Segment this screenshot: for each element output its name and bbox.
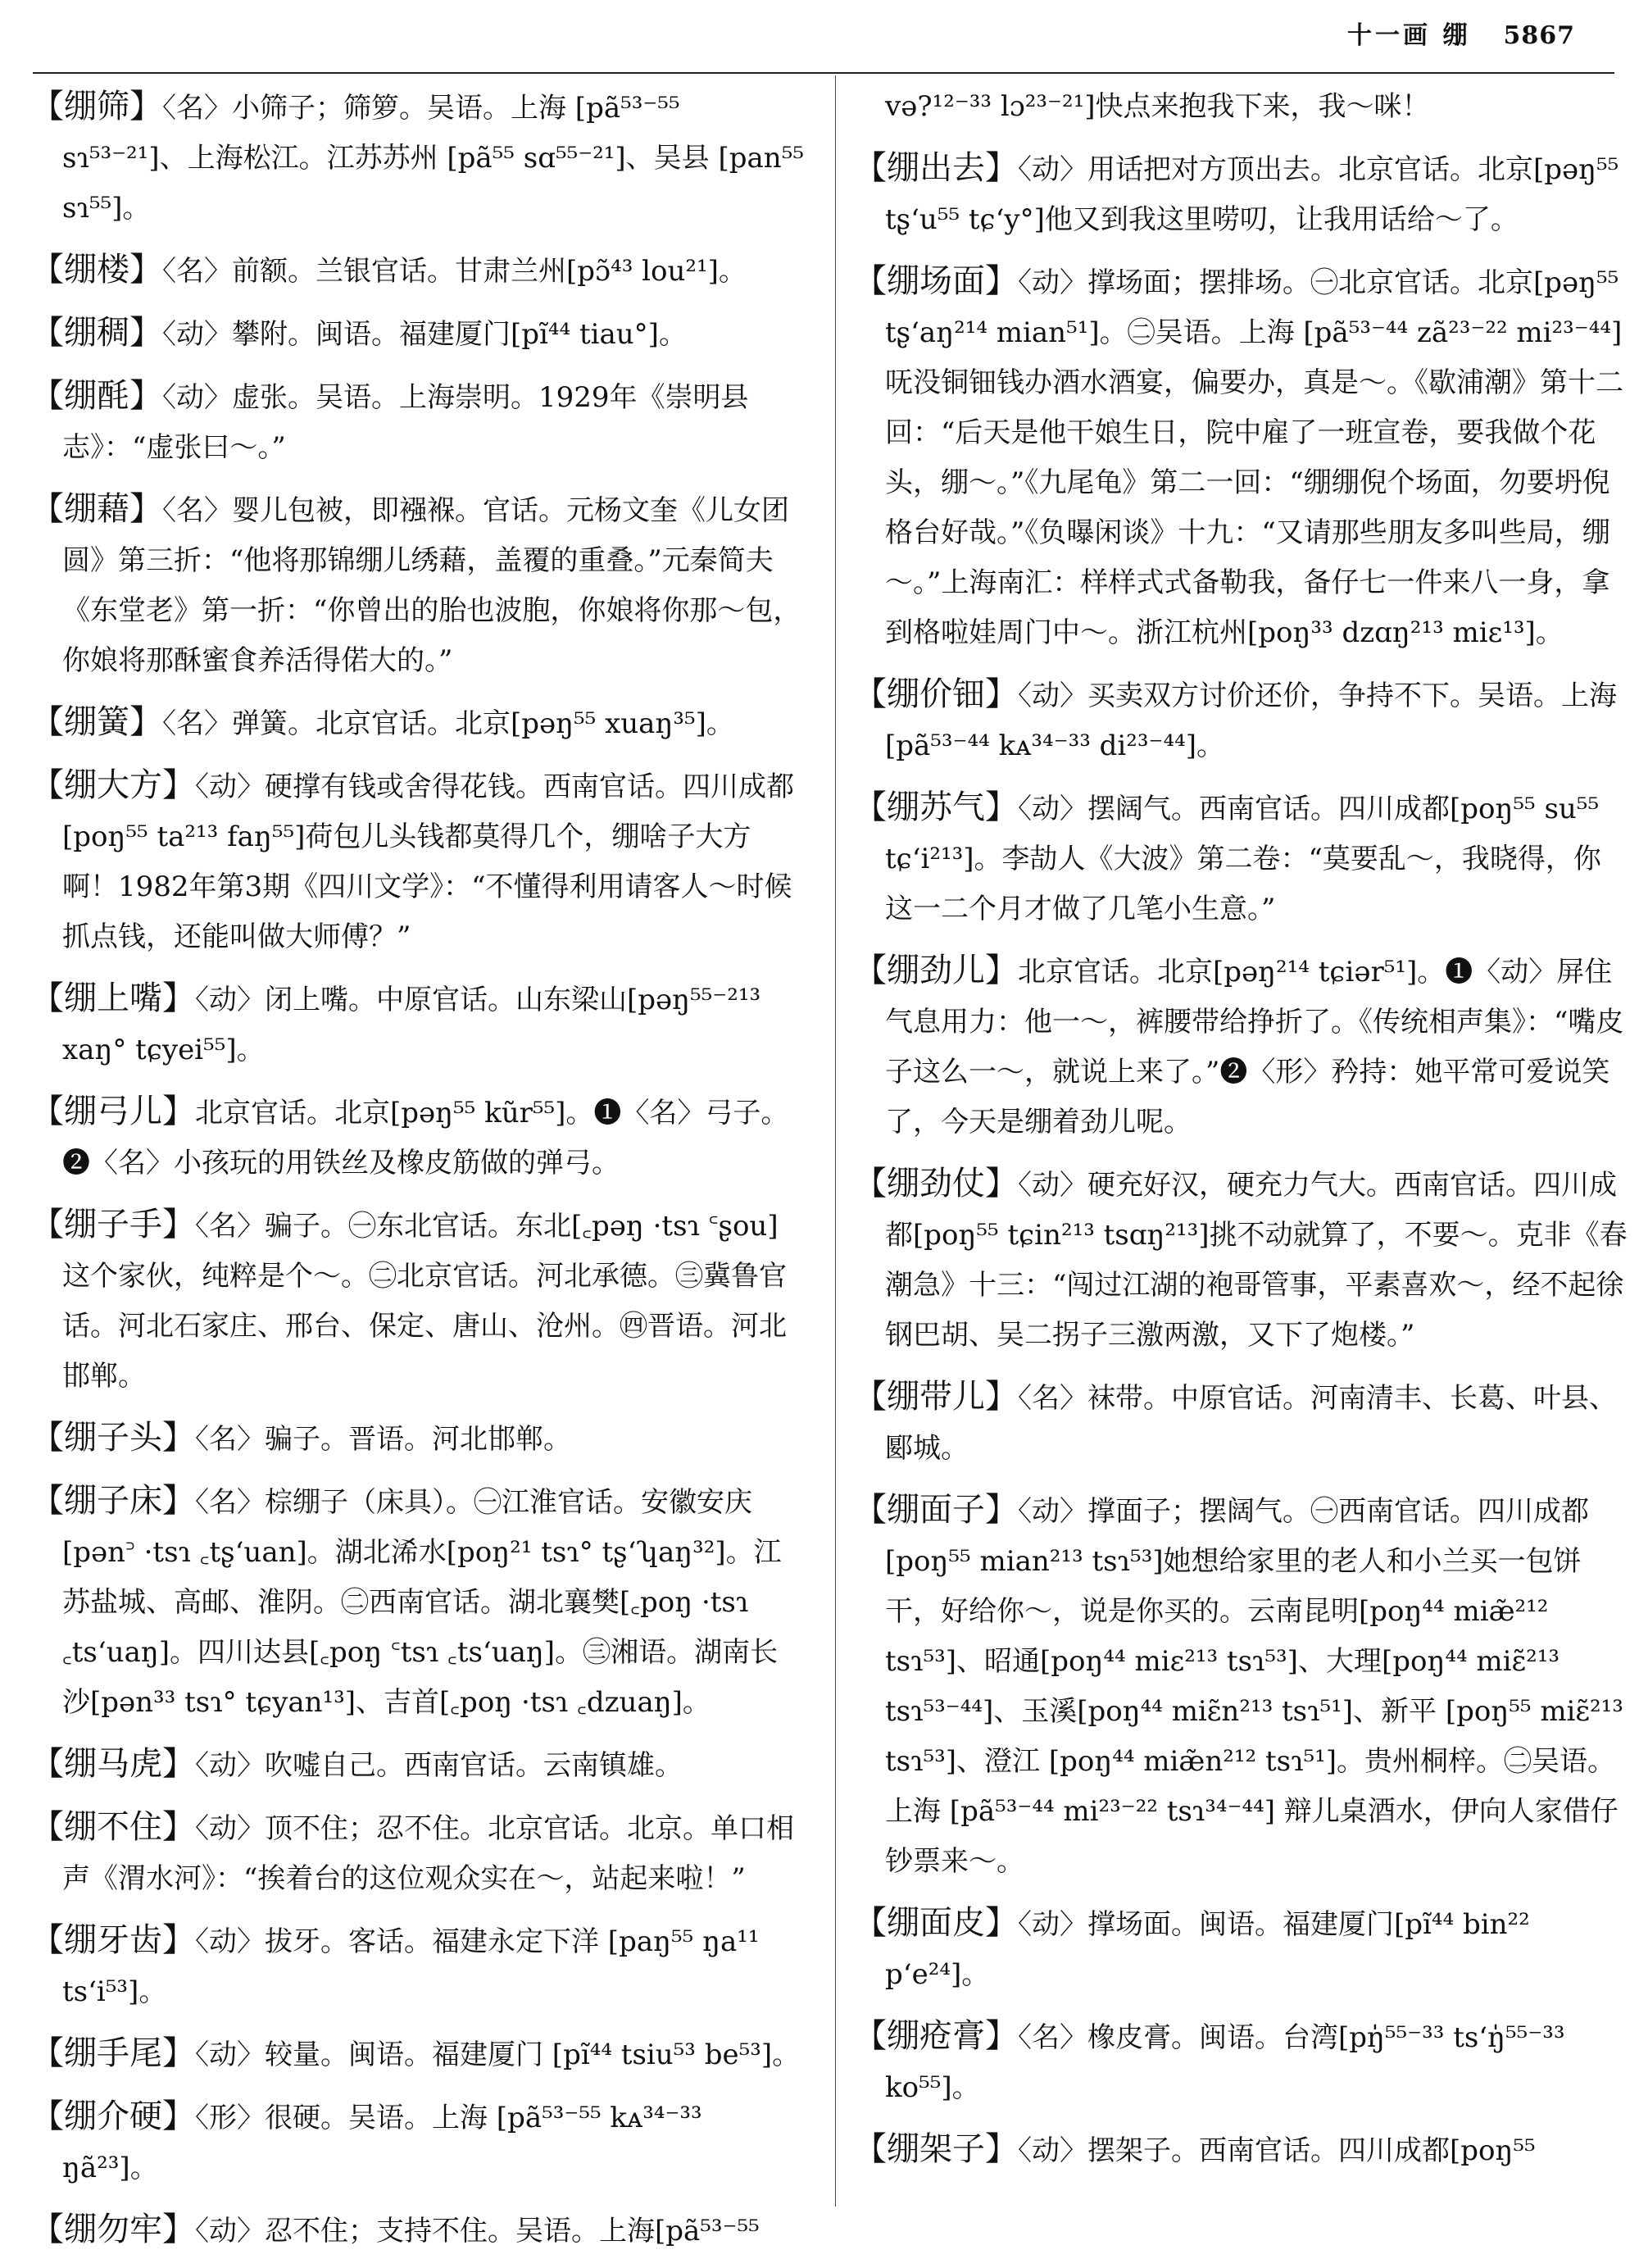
entry-definition: 〈动〉摆阔气。西南官话。四川成都[poŋ⁵⁵ su⁵⁵ tɕ‘i²¹³]。李劼人《大波》第二卷：“莫要乱～，我晓得，你这一二个月才做了几笔小生意。” (885, 793, 1601, 925)
entry-headword: 【绷藉】 (31, 490, 162, 528)
entry-definition: 〈名〉弹簧。北京官话。北京[pəŋ⁵⁵ xuaŋ³⁵]。 (162, 707, 734, 740)
entry-headword: 【绷牙齿】 (31, 1921, 195, 1959)
page-header (1347, 15, 1575, 51)
entry-definition: 〈动〉忍不住；支持不住。吴语。上海[pã⁵³⁻⁵⁵ (195, 2215, 760, 2248)
entry-headword: 【绷场面】 (854, 262, 1018, 300)
column-divider (835, 75, 836, 2207)
dictionary-entry (31, 1200, 806, 1402)
dictionary-entry (31, 82, 806, 234)
dictionary-entry (854, 1898, 1628, 2000)
entry-headword: 【绷子头】 (31, 1419, 195, 1457)
dictionary-entry (31, 484, 806, 686)
entry-headword: 【绷疮膏】 (854, 2017, 1018, 2055)
entry-definition: 〈动〉硬撑有钱或舍得花钱。西南官话。四川成都[poŋ⁵⁵ ta²¹³ faŋ⁵⁵]荷包儿头钱都莫得几个，绷啥子大方啊！1982年第3期《四川文学》：“不懂得利用请客人～时候抓点钱，还能叫做大师傅？” (62, 770, 794, 953)
dictionary-entry (854, 1159, 1628, 1361)
entry-definition: 〈动〉撑场面。闽语。福建厦门[pĩ⁴⁴ bin²² p‘e²⁴]。 (885, 1908, 1530, 1991)
continued-text: və?¹²⁻³³ lɔ²³⁻²¹]快点来抱我下来，我～咪！ (885, 90, 1430, 123)
right-column (854, 82, 1628, 2188)
entry-definition: 〈名〉小筛子；筛箩。吴语。上海 [pã⁵³⁻⁵⁵ sɿ⁵³⁻²¹]、上海松江。江苏苏州 [pã⁵⁵ sɑ⁵⁵⁻²¹]、吴县 [pan⁵⁵ sɿ⁵⁵]。 (62, 92, 804, 225)
header-rule (33, 72, 1614, 74)
entry-headword: 【绷劲儿】 (854, 952, 1018, 989)
entry-headword: 【绷手尾】 (31, 2034, 195, 2072)
entry-definition: 〈名〉橡皮膏。闽语。台湾[pŋ̍⁵⁵⁻³³ ts‘ŋ̍⁵⁵⁻³³ ko⁵⁵]。 (885, 2021, 1565, 2104)
entry-definition: 〈动〉攀附。闽语。福建厦门[pĩ⁴⁴ tiau°]。 (162, 318, 687, 351)
entry-headword: 【绷子手】 (31, 1206, 195, 1243)
entry-headword: 【绷楼】 (31, 251, 162, 289)
entry-definition: 〈动〉吹嘘自己。西南官话。云南镇雄。 (195, 1749, 683, 1782)
dictionary-entry (31, 1087, 806, 1189)
entry-headword: 【绷苏气】 (854, 789, 1018, 826)
entry-headword: 【绷酕】 (31, 377, 162, 415)
dictionary-entry (854, 1485, 1628, 1887)
entry-definition: 〈名〉婴儿包被，即襁褓。官话。元杨文奎《儿女团圆》第三折：“他将那锦绷儿绣藉，盖覆的重叠。”元秦简夫《东堂老》第一折：“你曾出的胎也波胞，你娘将你那～包，你娘将那酥蜜食养活得偌大的。” (62, 494, 801, 677)
entry-definition: 〈动〉撑面子；摆阔气。㊀西南官话。四川成都 [poŋ⁵⁵ mian²¹³ tsɿ⁵³]她想给家里的老人和小兰买一包饼干，好给你～，说是你买的。云南昆明[poŋ⁴⁴ miæ̃²¹² tsɿ⁵³]、昭通[poŋ⁴⁴ miɛ²¹³ tsɿ⁵³]、大理[poŋ⁴⁴ miɛ̃²¹³ tsɿ⁵³⁻⁴⁴]、玉溪[poŋ⁴⁴ miɛ̃n²¹³ tsɿ⁵¹]、新平 [poŋ⁵⁵ miɛ̃²¹³ tsɿ⁵³]、澄江 [poŋ⁴⁴ miæ̃n²¹² tsɿ⁵¹]。贵州桐梓。㊁吴语。上海 [pã⁵³⁻⁴⁴ mi²³⁻²² tsɿ³⁴⁻⁴⁴] 辩儿桌酒水，伊向人家借仔钞票来～。 (885, 1495, 1623, 1878)
dictionary-entry (31, 2029, 806, 2080)
entry-headword: 【绷勿牢】 (31, 2211, 195, 2248)
dictionary-entry (854, 2011, 1628, 2113)
left-column (31, 82, 806, 2268)
entry-headword: 【绷介硬】 (31, 2098, 195, 2135)
dictionary-entry (31, 1476, 806, 1728)
entry-definition: 〈动〉顶不住；忍不住。北京官话。北京。单口相声《渭水河》：“挨着台的这位观众实在～，站起来啦！” (62, 1812, 794, 1895)
dictionary-entry (31, 1413, 806, 1465)
dictionary-entry (854, 2125, 1628, 2176)
dictionary-entry (854, 783, 1628, 934)
entry-definition: 〈动〉买卖双方讨价还价，争持不下。吴语。上海 [pã⁵³⁻⁴⁴ kᴀ³⁴⁻³³ di²³⁻⁴⁴]。 (885, 679, 1617, 762)
entry-definition: 〈名〉骗子。㊀东北官话。东北[꜀pəŋ ·tsɿ ꜂ʂou]这个家伙，纯粹是个～。㊁北京官话。河北承德。㊂冀鲁官话。河北石家庄、邢台、保定、唐山、沧州。㊃晋语。河北邯郸。 (62, 1210, 787, 1393)
entry-headword: 【绷不住】 (31, 1808, 195, 1846)
dictionary-entry (31, 2092, 806, 2193)
entry-headword: 【绷带儿】 (854, 1378, 1018, 1416)
dictionary-entry (31, 761, 806, 962)
entry-headword: 【绷大方】 (31, 766, 195, 804)
entry-headword: 【绷马虎】 (31, 1745, 195, 1783)
entry-definition: 〈名〉袜带。中原官话。河南清丰、长葛、叶县、郾城。 (885, 1382, 1617, 1465)
dictionary-entry (31, 698, 806, 749)
dictionary-entry (854, 257, 1628, 658)
entry-definition: 〈动〉虚张。吴语。上海崇明。1929年《崇明县志》：“虚张曰～。” (62, 381, 749, 464)
entry-headword: 【绷面子】 (854, 1491, 1018, 1529)
section-label: 十一画 绷 (1347, 21, 1471, 50)
dictionary-entry (31, 1916, 806, 2017)
dictionary-entry (854, 143, 1628, 245)
entry-definition: 〈动〉较量。闽语。福建厦门 [pĩ⁴⁴ tsiu⁵³ be⁵³]。 (195, 2038, 801, 2071)
entry-definition: 〈动〉用话把对方顶出去。北京官话。北京[pəŋ⁵⁵ tʂ‘u⁵⁵ tɕ‘y°]他又到我这里唠叨，让我用话给～了。 (885, 153, 1619, 236)
entry-definition: 〈形〉很硬。吴语。上海 [pã⁵³⁻⁵⁵ kᴀ³⁴⁻³³ ŋã²³]。 (62, 2102, 702, 2184)
entry-headword: 【绷簧】 (31, 703, 162, 741)
dictionary-entry (31, 974, 806, 1075)
entry-headword: 【绷稠】 (31, 314, 162, 352)
entry-headword: 【绷面皮】 (854, 1904, 1018, 1942)
dictionary-entry (31, 1739, 806, 1791)
entry-definition: 〈动〉闭上嘴。中原官话。山东梁山[pəŋ⁵⁵⁻²¹³ xaŋ° tɕyei⁵⁵]。 (62, 984, 761, 1066)
entry-definition: 〈名〉骗子。晋语。河北邯郸。 (195, 1423, 571, 1456)
entry-definition: 北京官话。北京[pəŋ⁵⁵ kũr⁵⁵]。❶〈名〉弓子。❷〈名〉小孩玩的用铁丝及橡皮筋做的弹弓。 (62, 1097, 789, 1179)
page-number: 5867 (1503, 21, 1575, 50)
entry-headword: 【绷价钿】 (854, 675, 1018, 713)
dictionary-entry (31, 308, 806, 360)
entry-headword: 【绷架子】 (854, 2130, 1018, 2168)
dictionary-entry (31, 1802, 806, 1904)
entry-headword: 【绷出去】 (854, 149, 1018, 187)
dictionary-entry (31, 371, 806, 473)
dictionary-entry (31, 245, 806, 297)
entry-headword: 【绷弓儿】 (31, 1093, 195, 1130)
dictionary-entry (31, 2205, 806, 2257)
entry-headword: 【绷劲仗】 (854, 1165, 1018, 1202)
entry-definition: 〈动〉硬充好汉，硬充力气大。西南官话。四川成都[poŋ⁵⁵ tɕin²¹³ tsɑŋ²¹³]挑不动就算了，不要～。克非《春潮急》十三：“闯过江湖的袍哥管事，平素喜欢～，经不起徐钢巴胡、吴二拐子三激两激，又下了炮楼。” (885, 1169, 1628, 1352)
dictionary-entry (854, 1372, 1628, 1474)
entry-headword: 【绷筛】 (31, 88, 162, 125)
dictionary-entry (854, 670, 1628, 771)
entry-definition: 〈名〉棕绷子（床具）。㊀江淮官话。安徽安庆[pən꜄ ·tsɿ ꜀tʂ‘uan]。湖北浠水[poŋ²¹ tsɿ° tʂ‘ʮaŋ³²]。江苏盐城、高邮、淮阴。㊁西南官话。湖北襄樊[꜀poŋ ·tsɿ ꜀ts‘uaŋ]。四川达县[꜀poŋ ꜂tsɿ ꜀ts‘uaŋ]。㊂湘语。湖南长沙[pən³³ tsɿ° tɕyan¹³]、吉首[꜀poŋ ·tsɿ ꜀dzuaŋ]。 (62, 1486, 782, 1719)
entry-definition: 〈动〉拔牙。客话。福建永定下洋 [paŋ⁵⁵ ŋa¹¹ ts‘i⁵³]。 (62, 1925, 760, 2008)
entry-definition: 〈名〉前额。兰银官话。甘肃兰州[pɔ̃⁴³ lou²¹]。 (162, 255, 747, 288)
entry-headword: 【绷上嘴】 (31, 979, 195, 1017)
entry-definition: 北京官话。北京[pəŋ²¹⁴ tɕiər⁵¹]。❶〈动〉屏住气息用力：他一～，裤腰带给挣折了。《传统相声集》：“嘴皮子这么一～，就说上来了。”❷〈形〉矜持：她平常可爱说笑了，今天是绷着劲儿呢。 (885, 956, 1624, 1139)
entry-headword: 【绷子床】 (31, 1482, 195, 1520)
entry-definition: 〈动〉撑场面；摆排场。㊀北京官话。北京[pəŋ⁵⁵ tʂ‘aŋ²¹⁴ mian⁵¹]。㊁吴语。上海 [pã⁵³⁻⁴⁴ zã²³⁻²² mi²³⁻⁴⁴]呒没铜钿钱办酒水酒宴，偏要办，真是～。《歇浦潮》第十二回：“后天是他干娘生日，院中雇了一班宣卷，要我做个花头，绷～。”《九尾龟》第二一回：“绷绷倪个场面，勿要坍倪格台好哉。”《负曝闲谈》十九：“又请那些朋友多叫些局，绷～。”上海南汇：样样式式备勒我，备仔七一件来八一身，拿到格啦娃周门中～。浙江杭州[poŋ³³ dzɑŋ²¹³ miɛ¹³]。 (885, 266, 1623, 649)
dictionary-entry (854, 946, 1628, 1148)
entry-definition: 〈动〉摆架子。西南官话。四川成都[poŋ⁵⁵ (1018, 2134, 1536, 2167)
